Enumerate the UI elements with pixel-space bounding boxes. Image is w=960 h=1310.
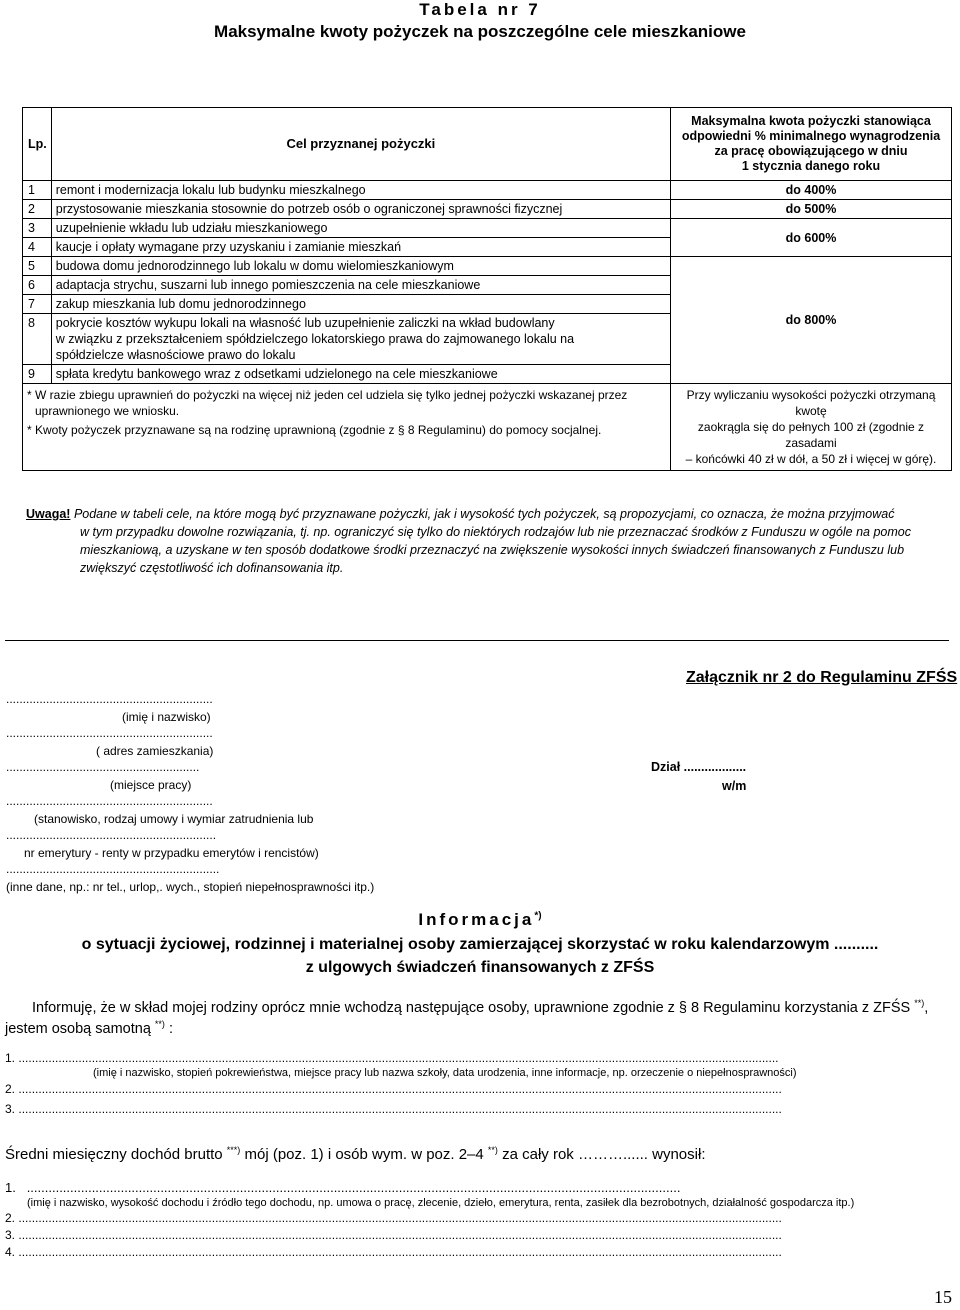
list-number: 2. bbox=[5, 1211, 16, 1225]
income-text: mój (poz. 1) i osób wym. w poz. 2–4 bbox=[240, 1146, 484, 1163]
footnote-mark: **) bbox=[914, 998, 925, 1008]
list-number: 1. bbox=[5, 1051, 16, 1065]
page-number: 15 bbox=[934, 1287, 952, 1307]
header-kwota bbox=[671, 108, 952, 181]
row-number: 7 bbox=[23, 295, 52, 314]
uwaga-line: mieszkaniową, a uzyskane w ten sposób dodatkowe środki przeznaczyć na zwiększenie wysokości innych świadczeń finansowanych z Funduszu lub bbox=[80, 543, 905, 557]
dotted-field[interactable]: ..................................................................................................................................................................................................................................... bbox=[18, 1102, 782, 1116]
informacja-paragraph: Informuję, że w skład mojej rodziny oprócz mnie wchodzą następujące osoby, uprawnione zgodnie z § 8 Regulaminu korzystania z ZFŚS **), bbox=[32, 998, 929, 1016]
list-number: 1. bbox=[5, 1180, 16, 1195]
table-subtitle: Maksymalne kwoty pożyczek na poszczególne cele mieszkaniowe bbox=[214, 22, 746, 41]
uwaga-line: zwiększyć częstotliwość ich dofinansowania itp. bbox=[80, 561, 344, 575]
dotted-field[interactable]: ..................................................................................................................................................................................................................................... bbox=[18, 1211, 782, 1225]
row-text: adaptacja strychu, suszarni lub innego pomieszczenia na cele mieszkaniowe bbox=[51, 276, 670, 295]
row-number: 5 bbox=[23, 257, 52, 276]
dotted-field[interactable]: ..................................................................................................................................................................................................................................... bbox=[18, 1245, 782, 1259]
table-row bbox=[23, 181, 952, 200]
footnote-line: Przy wyliczaniu wysokości pożyczki otrzymaną kwotę bbox=[686, 388, 936, 418]
informacja-subtitle: z ulgowych świadczeń finansowanych z ZFŚS bbox=[305, 959, 655, 976]
uwaga-paragraph bbox=[26, 505, 956, 577]
row-text: remont i modernizacja lokalu lub budynku mieszkalnego bbox=[51, 181, 670, 200]
row-text-line: w związku z przekształceniem spółdzielczego lokatorskiego prawa do zajmowanego lokalu na bbox=[55, 332, 575, 346]
row-number: 4 bbox=[23, 238, 52, 257]
row-number: 3 bbox=[23, 219, 52, 238]
list-item[interactable] bbox=[5, 1245, 940, 1259]
row-text: uzupełnienie wkładu lub udziału mieszkaniowego bbox=[51, 219, 670, 238]
informacja-title-sup: *) bbox=[534, 910, 542, 922]
family-list bbox=[5, 1051, 940, 1116]
amount-cell: do 400% bbox=[671, 181, 952, 200]
informacja-subtitle: o sytuacji życiowej, rodzinnej i materialnej osoby zamierzającej skorzystać w roku kalendarzowym .......... bbox=[81, 936, 879, 953]
row-text: kaucje i opłaty wymagane przy uzyskaniu i zamianie mieszkań bbox=[51, 238, 670, 257]
row-number: 9 bbox=[23, 365, 52, 384]
header-kwota-line: odpowiedni % minimalnego wynagrodzenia bbox=[681, 129, 941, 143]
footnote-mark: **) bbox=[154, 1019, 165, 1029]
footnote-line: * Kwoty pożyczek przyznawane są na rodzinę uprawnioną (zgodnie z § 8 Regulaminu) do pomocy socjalnej. bbox=[27, 423, 602, 437]
dotted-field[interactable]: ..................................................................................................................................................................................................................................... bbox=[18, 1228, 782, 1242]
row-number: 6 bbox=[23, 276, 52, 295]
list-item[interactable] bbox=[5, 1082, 940, 1096]
header-kwota-line: 1 stycznia danego roku bbox=[741, 159, 881, 173]
field-caption: (stanowisko, rodzaj umowy i wymiar zatrudnienia lub bbox=[34, 812, 314, 826]
annex-title: Załącznik nr 2 do Regulaminu ZFŚS bbox=[686, 669, 958, 686]
income-text: Średni miesięczny dochód brutto bbox=[5, 1146, 223, 1163]
footnote-line: * W razie zbiegu uprawnień do pożyczki na więcej niż jeden cel udziela się tylko jednej pożyczki wskazanej przez bbox=[27, 388, 628, 402]
amount-cell: do 500% bbox=[671, 200, 952, 219]
income-list bbox=[5, 1180, 940, 1259]
dotted-field[interactable]: .................................................................................................................................................................................................................................... bbox=[18, 1051, 779, 1065]
uwaga-label: Uwaga! bbox=[26, 507, 71, 521]
list-item[interactable] bbox=[5, 1228, 940, 1242]
informacja-title-text: Informacja bbox=[418, 910, 535, 929]
wm-label: w/m bbox=[722, 779, 747, 793]
table-footnotes bbox=[23, 384, 952, 471]
row-text bbox=[51, 314, 670, 365]
table-row bbox=[23, 257, 952, 276]
uwaga-line: Podane w tabeli cele, na które mogą być przyznawane pożyczki, jak i wysokość tych pożyczek, są propozycjami, co oznacza, że można przyjmować bbox=[73, 507, 895, 521]
paragraph-text: jestem osobą samotną bbox=[5, 1020, 151, 1037]
list-item[interactable] bbox=[5, 1180, 940, 1195]
list-number: 3. bbox=[5, 1228, 16, 1242]
field-caption: nr emerytury - renty w przypadku emerytów i rencistów) bbox=[24, 846, 319, 860]
footnote-line: – końcówki 40 zł w dół, a 50 zł i więcej w górę). bbox=[685, 452, 937, 466]
income-line bbox=[5, 1145, 705, 1163]
row-text-line: spółdzielcze własnościowe prawo do lokalu bbox=[55, 348, 296, 362]
informacja-title bbox=[0, 910, 960, 930]
header-cel: Cel przyznanej pożyczki bbox=[51, 108, 670, 181]
dotted-field[interactable]: .............................................................. bbox=[6, 692, 213, 706]
paragraph-text: : bbox=[164, 1020, 173, 1037]
dotted-field[interactable]: ................................................................ bbox=[6, 862, 220, 876]
header-kwota-line: za pracę obowiązującego w dniu bbox=[714, 144, 908, 158]
list-number: 4. bbox=[5, 1245, 16, 1259]
footnote-line: zaokrągla się do pełnych 100 zł (zgodnie z zasadami bbox=[697, 420, 925, 450]
list-caption: (imię i nazwisko, stopień pokrewieństwa, miejsce pracy lub nazwa szkoły, data urodzenia, inne informacje, np. orzeczenie o niepełnosprawności) bbox=[93, 1067, 797, 1079]
dotted-field[interactable]: ..................................................................................................................................................................................... bbox=[26, 1180, 681, 1195]
field-caption: (miejsce pracy) bbox=[110, 778, 192, 792]
amount-cell: do 800% bbox=[671, 257, 952, 384]
header-lp: Lp. bbox=[23, 108, 52, 181]
dzial-field[interactable]: Dział .................. bbox=[651, 760, 747, 774]
row-text: budowa domu jednorodzinnego lub lokalu w domu wielomieszkaniowym bbox=[51, 257, 670, 276]
row-text-line: pokrycie kosztów wykupu lokali na własność lub uzupełnienie zaliczki na wkład budowlany bbox=[55, 316, 555, 330]
footnote-mark: **) bbox=[487, 1145, 498, 1155]
header-kwota-line: Maksymalna kwota pożyczki stanowiąca bbox=[691, 114, 931, 128]
paragraph-text: Informuję, że w skład mojej rodziny oprócz mnie wchodzą następujące osoby, uprawnione zgodnie z § 8 Regulaminu korzystania z ZFŚS bbox=[32, 999, 911, 1016]
informacja-paragraph-cont bbox=[5, 1019, 173, 1037]
footnote-right bbox=[671, 384, 952, 471]
row-text: przystosowanie mieszkania stosownie do potrzeb osób o ograniczonej sprawności fizycznej bbox=[51, 200, 670, 219]
list-item[interactable] bbox=[5, 1211, 940, 1225]
uwaga-line: w tym przypadku dowolne rozwiązania, tj. np. ograniczyć się tylko do niektórych rodzajów lub nie przeznaczać środków z Funduszu w ogóle na pomoc bbox=[80, 525, 911, 539]
footnote-line: uprawnionego we wniosku. bbox=[35, 404, 180, 418]
list-number: 2. bbox=[5, 1082, 16, 1096]
row-number: 8 bbox=[23, 314, 52, 365]
field-caption: (inne dane, np.: nr tel., urlop,. wych., stopień niepełnosprawności itp.) bbox=[6, 880, 375, 894]
personal-data-block bbox=[6, 692, 386, 894]
list-item[interactable] bbox=[5, 1102, 940, 1116]
dotted-field[interactable]: .............................................................. bbox=[6, 726, 213, 740]
dotted-field[interactable]: ............................................................... bbox=[6, 828, 217, 842]
list-caption: (imię i nazwisko, wysokość dochodu i źródło tego dochodu, np. umowa o pracę, zlecenie, dzieło, emerytura, renta, zasiłek dla bezrobotnych, działalność gospodarcza itp.) bbox=[27, 1197, 855, 1209]
divider bbox=[5, 640, 949, 641]
footnote-mark: ***) bbox=[226, 1145, 241, 1155]
dotted-field[interactable]: .............................................................. bbox=[6, 794, 213, 808]
table-title: Tabela nr 7 bbox=[419, 0, 541, 19]
list-item[interactable] bbox=[5, 1051, 940, 1065]
list-number: 3. bbox=[5, 1102, 16, 1116]
field-caption: ( adres zamieszkania) bbox=[96, 744, 214, 758]
table-row bbox=[23, 219, 952, 238]
footnote-left bbox=[23, 384, 671, 471]
row-text: zakup mieszkania lub domu jednorodzinnego bbox=[51, 295, 670, 314]
amount-cell: do 600% bbox=[671, 219, 952, 257]
row-number: 1 bbox=[23, 181, 52, 200]
table-row bbox=[23, 200, 952, 219]
field-caption: (imię i nazwisko) bbox=[122, 710, 211, 724]
income-text: za cały rok ………...... wynosił: bbox=[497, 1146, 706, 1163]
row-text: spłata kredytu bankowego wraz z odsetkami udzielonego na cele mieszkaniowe bbox=[51, 365, 670, 384]
dotted-field[interactable]: .......................................................... bbox=[6, 760, 200, 774]
row-number: 2 bbox=[23, 200, 52, 219]
dotted-field[interactable]: ..................................................................................................................................................................................................................................... bbox=[18, 1082, 782, 1096]
loan-table bbox=[22, 107, 952, 471]
